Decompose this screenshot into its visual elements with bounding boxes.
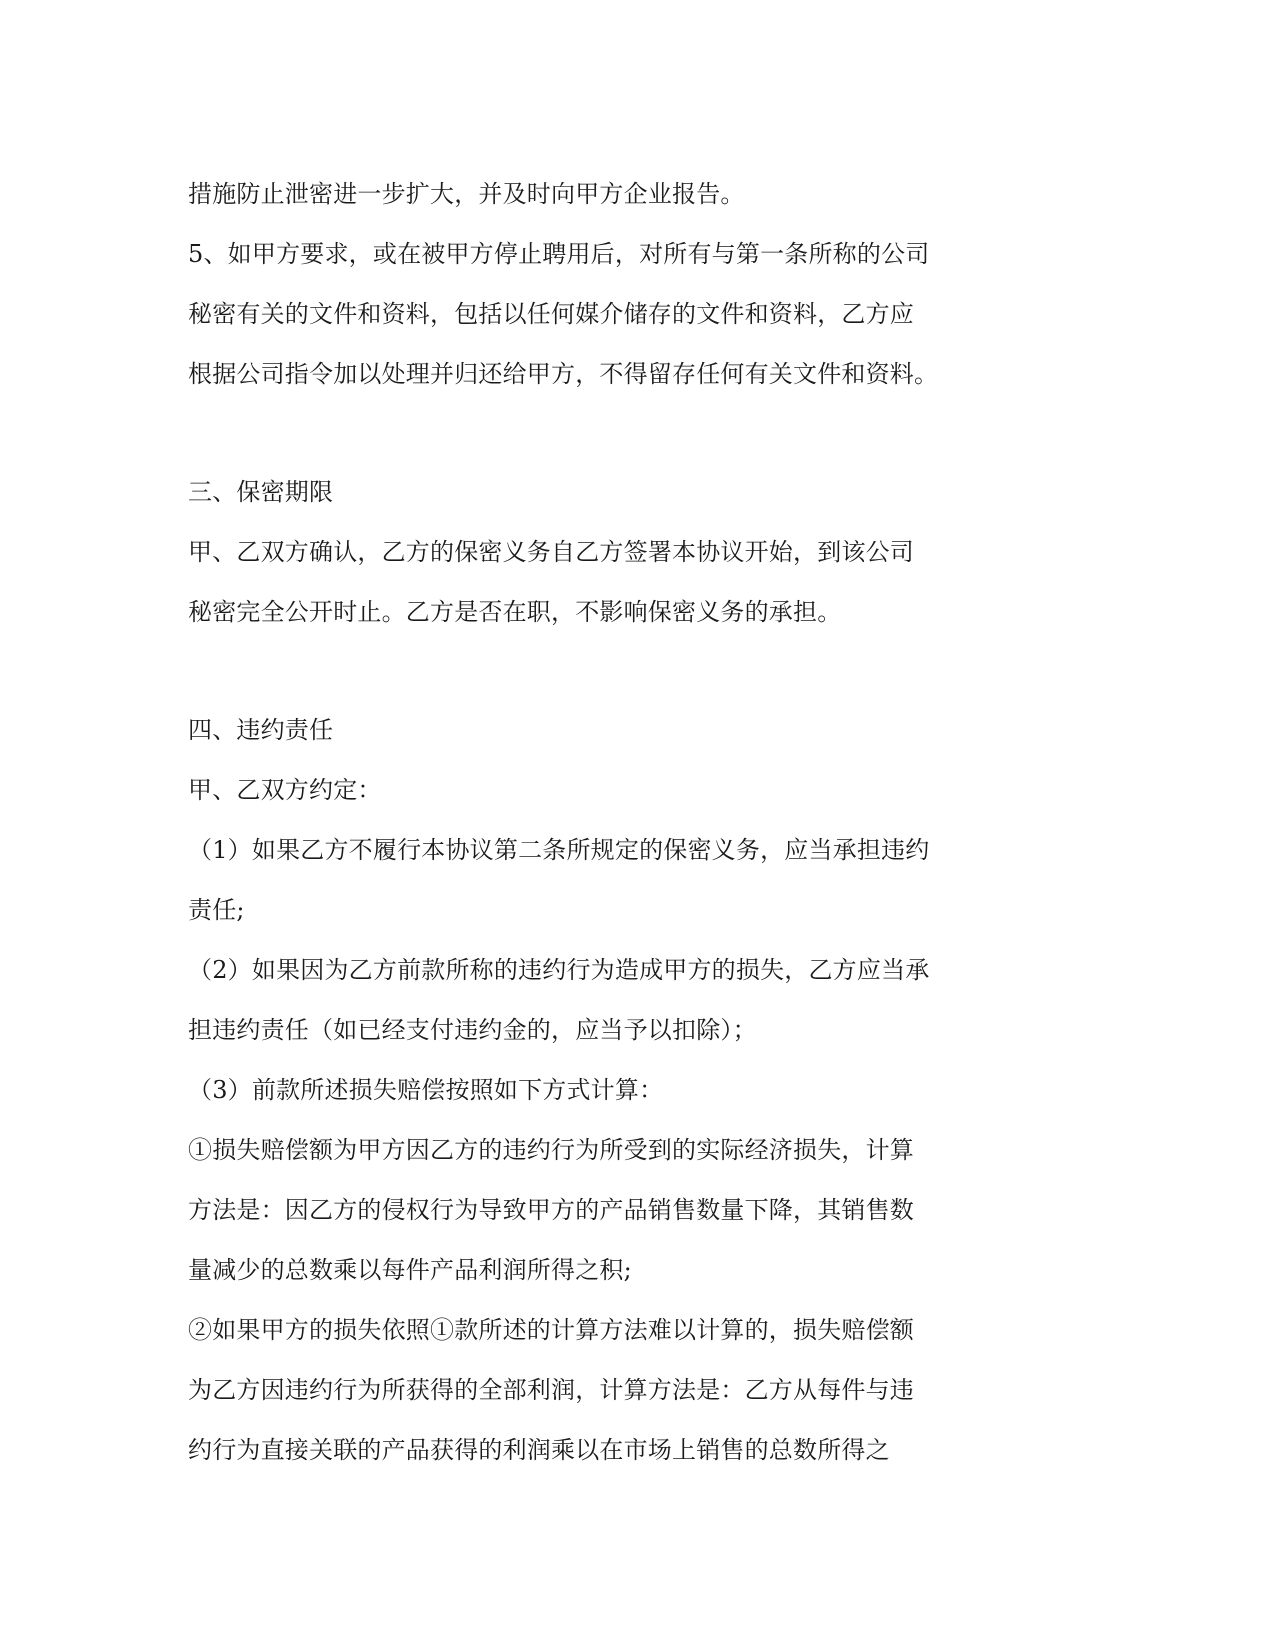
text-line: 措施防止泄密进一步扩大，并及时向甲方企业报告。 xyxy=(188,180,745,208)
text-line: 约行为直接关联的产品获得的利润乘以在市场上销售的总数所得之 xyxy=(188,1436,890,1464)
text-line: 甲、乙双方确认，乙方的保密义务自乙方签署本协议开始，到该公司 xyxy=(188,538,914,566)
text-line: 责任; xyxy=(188,896,245,924)
text-line: 为乙方因违约行为所获得的全部利润，计算方法是：乙方从每件与违 xyxy=(188,1376,914,1404)
text-line: 秘密完全公开时止。乙方是否在职，不影响保密义务的承担。 xyxy=(188,598,842,626)
text-line: （2）如果因为乙方前款所称的违约行为造成甲方的损失，乙方应当承 xyxy=(188,956,930,984)
text-line: ①损失赔偿额为甲方因乙方的违约行为所受到的实际经济损失，计算 xyxy=(188,1136,914,1164)
text-line: 方法是：因乙方的侵权行为导致甲方的产品销售数量下降，其销售数 xyxy=(188,1196,914,1224)
section-heading: 四、违约责任 xyxy=(188,716,334,744)
text-line: （3）前款所述损失赔偿按照如下方式计算： xyxy=(188,1076,664,1104)
text-line: 5、如甲方要求，或在被甲方停止聘用后，对所有与第一条所称的公司 xyxy=(188,240,930,268)
section-heading: 三、保密期限 xyxy=(188,478,334,506)
text-line: 秘密有关的文件和资料，包括以任何媒介储存的文件和资料，乙方应 xyxy=(188,300,914,328)
text-line: ②如果甲方的损失依照①款所述的计算方法难以计算的，损失赔偿额 xyxy=(188,1316,914,1344)
text-line: （1）如果乙方不履行本协议第二条所规定的保密义务，应当承担违约 xyxy=(188,836,930,864)
text-line: 甲、乙双方约定： xyxy=(188,776,382,804)
text-line: 根据公司指令加以处理并归还给甲方，不得留存任何有关文件和资料。 xyxy=(188,360,939,388)
text-line: 量减少的总数乘以每件产品利润所得之积; xyxy=(188,1256,632,1284)
text-line: 担违约责任（如已经支付违约金的，应当予以扣除）； xyxy=(188,1016,757,1044)
